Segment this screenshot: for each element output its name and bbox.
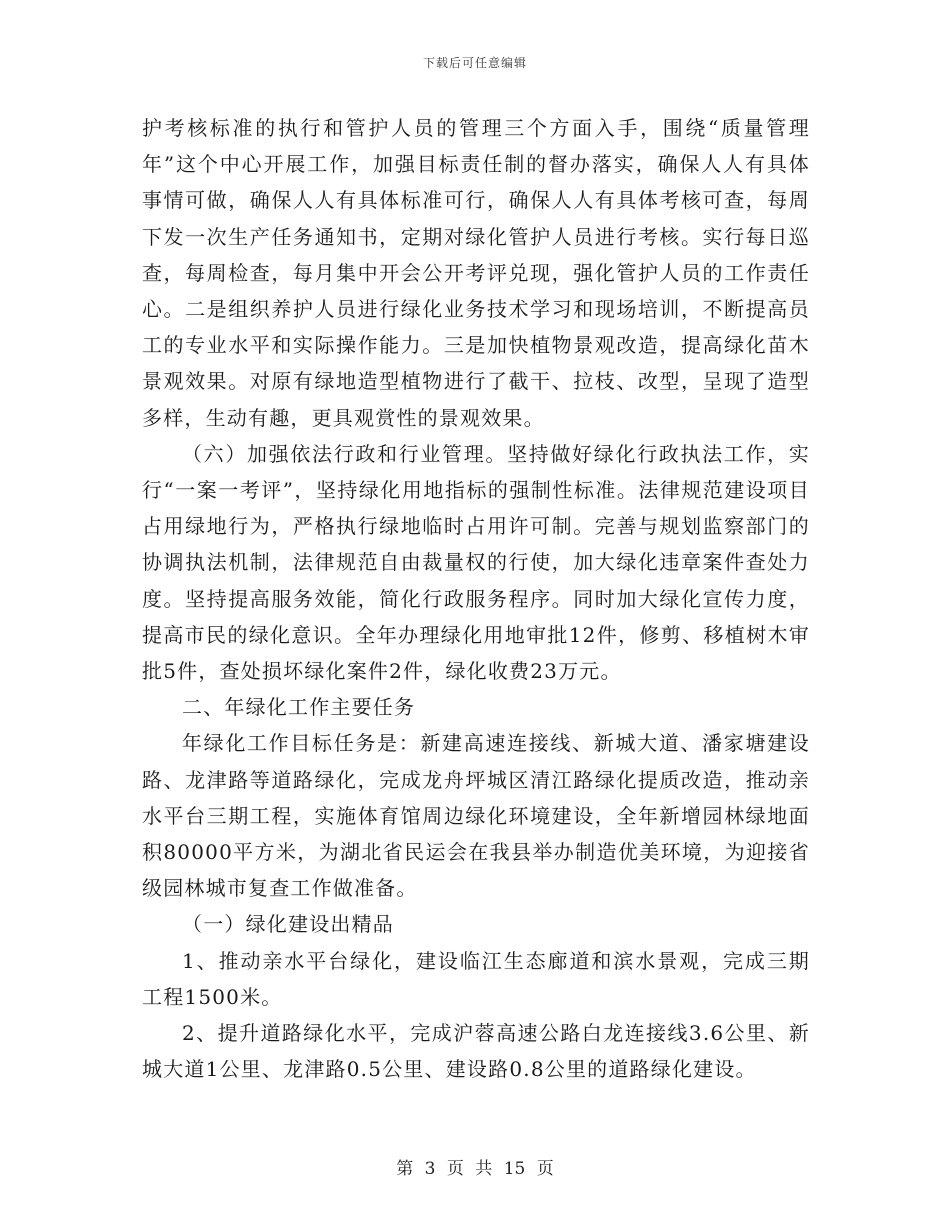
list-item-1: 1、推动亲水平台绿化，建设临江生态廊道和滨水景观，完成三期工程1500米。 [142, 948, 810, 1009]
paragraph-1: 护考核标准的执行和管护人员的管理三个方面入手，围绕“质量管理年”这个中心开展工作，加强目标责任制的督办落实，确保人人有具体事情可做，确保人人有具体标准可行，确保人人有具体考核可查，每周下发一次生产任务通知书，定期对绿化管护人员进行考核。实行每日巡查，每周检查，每月集中开会公开考评兑现，强化管护人员的工作责任心。二是组织养护人员进行绿化业务技术学习和现场培训，不断提高员工的专业水平和实际操作能力。三是加快植物景观改造，提高绿化苗木景观效果。对原有绿地造型植物进行了截干、拉枝、改型，呈现了造型多样，生动有趣，更具观赏性的景观效果。 [142, 116, 810, 430]
document-body [142, 110, 810, 1087]
page-number-footer: 第 3 页 共 15 页 [396, 1159, 554, 1179]
paragraph-3: 年绿化工作目标任务是：新建高速连接线、新城大道、潘家塘建设路、龙津路等道路绿化，完成龙舟坪城区清江路绿化提质改造，推动亲水平台三期工程，实施体育馆周边绿化环境建设，全年新增园林绿地面积80000平方米，为湖北省民运会在我县举办制造优美环境，为迎接省级园林城市复查工作做准备。 [142, 731, 810, 901]
subsection-heading-1: （一）绿化建设出精品 [182, 912, 394, 937]
header-note: 下载后可任意编辑 [422, 56, 527, 70]
paragraph-2: （六）加强依法行政和行业管理。坚持做好绿化行政执法工作，实行“一案一考评”，坚持绿化用地指标的强制性标准。法律规范建设项目占用绿地行为，严格执行绿地临时占用许可制。完善与规划监察部门的协调执法机制，法律规范自由裁量权的行使，加大绿化违章案件查处力度。坚持提高服务效能，简化行政服务程序。同时加大绿化宣传力度，提高市民的绿化意识。全年办理绿化用地审批12件，修剪、移植树木审批5件，查处损坏绿化案件2件，绿化收费23万元。 [142, 441, 810, 684]
list-item-2: 2、提升道路绿化水平，完成沪蓉高速公路白龙连接线3.6公里、新城大道1公里、龙津路0.5公里、建设路0.8公里的道路绿化建设。 [142, 1021, 810, 1082]
section-heading-2: 二、年绿化工作主要任务 [182, 695, 416, 720]
